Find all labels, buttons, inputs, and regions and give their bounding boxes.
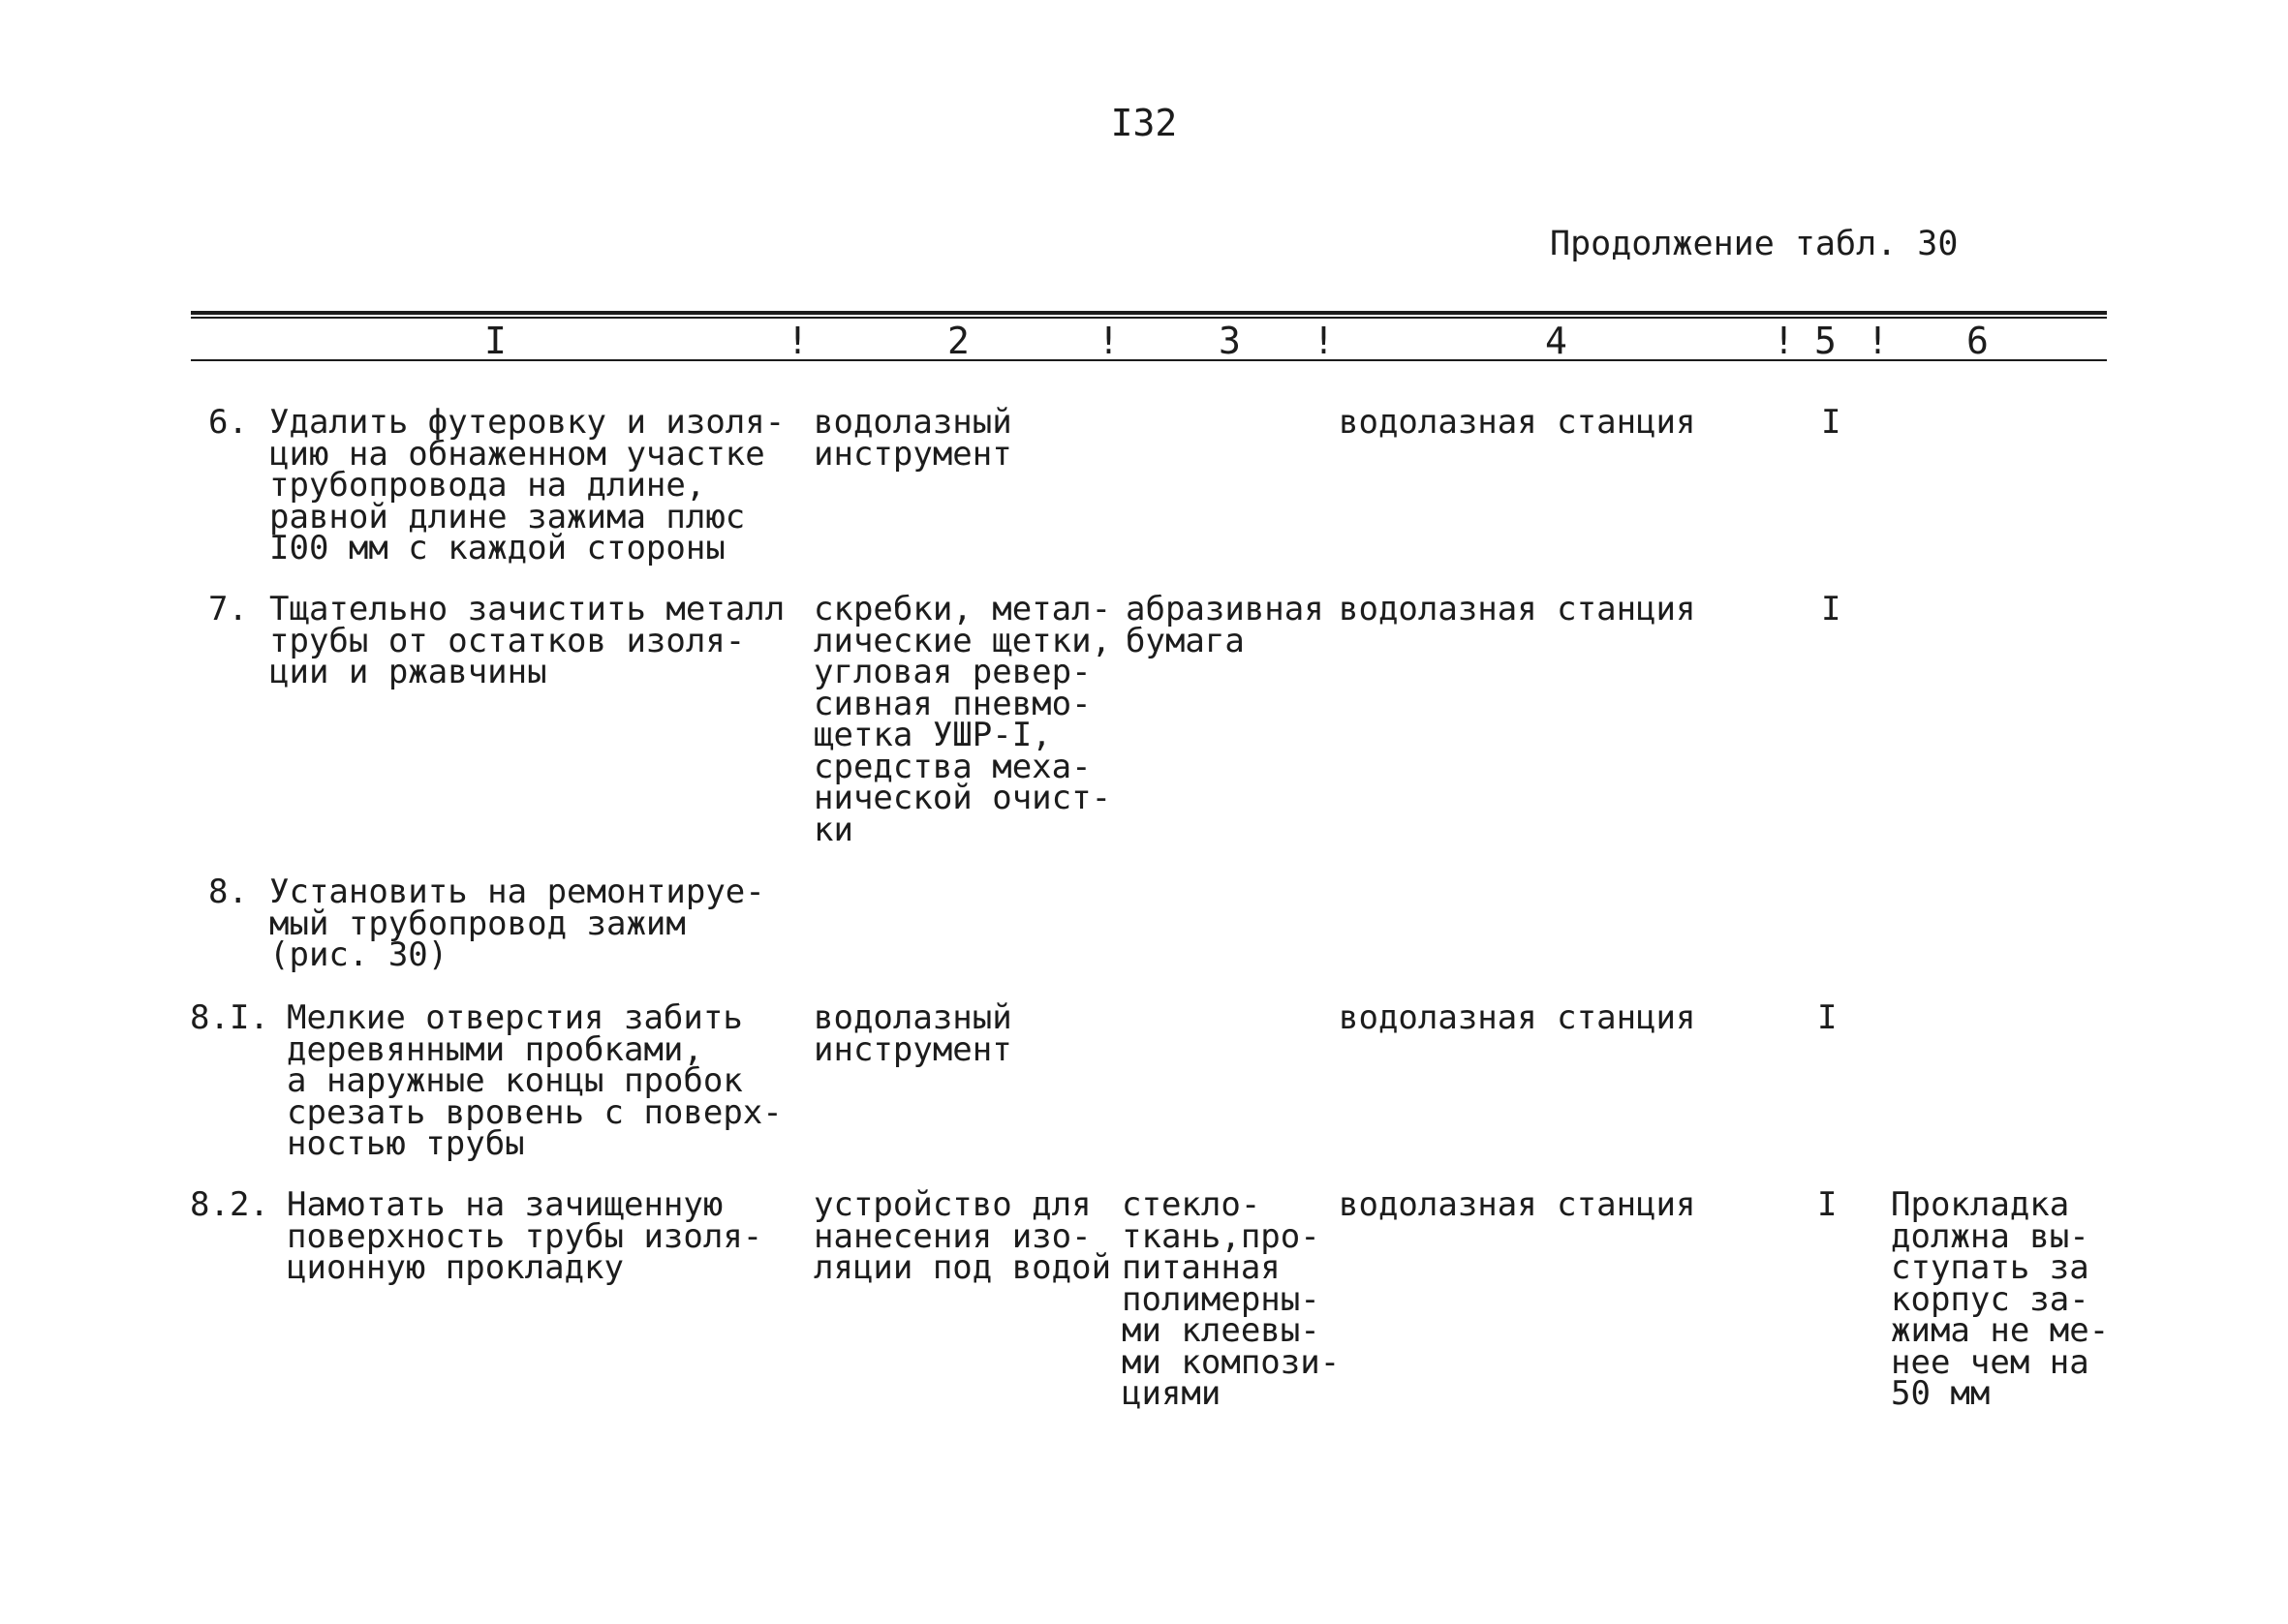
tool-cell: скребки, метал- лические щетки, угловая ревер- сивная пневмо- щетка УШР-I, средства меха- нической очист- ки <box>814 590 1112 849</box>
column-separator: ! <box>787 320 809 362</box>
row-number: 8. <box>208 873 248 911</box>
table-top-rule-inner <box>191 317 2107 319</box>
equipment-cell: водолазная станция <box>1339 590 1696 628</box>
column-separator: ! <box>1313 320 1335 362</box>
row-number: 8.I. <box>190 998 269 1037</box>
table-top-rule <box>191 311 2107 315</box>
column-header-3: 3 <box>1219 320 1241 362</box>
operation-cell: Тщательно зачистить металл трубы от остатков изоля- ции и ржавчины <box>269 590 786 691</box>
equipment-cell: водолазная станция <box>1339 998 1696 1037</box>
operation-cell: Установить на ремонтируе- мый трубопровод зажим (рис. 30) <box>269 873 765 974</box>
tool-cell: водолазный инструмент <box>814 403 1012 474</box>
count-cell: I <box>1821 590 1841 628</box>
operation-cell: Удалить футеровку и изоля- цию на обнаженном участке трубопровода на длине, равной длине зажима плюс I00 мм с каждой стороны <box>269 403 786 567</box>
table-caption: Продолжение табл. 30 <box>1550 225 1959 263</box>
material-cell: стекло- ткань,про- питанная полимерны- ми клеевы- ми компози- циями <box>1122 1185 1341 1413</box>
equipment-cell: водолазная станция <box>1339 1185 1696 1224</box>
tool-cell: устройство для нанесения изо- ляции под водой <box>814 1185 1112 1287</box>
row-number: 7. <box>208 590 248 628</box>
equipment-cell: водолазная станция <box>1339 403 1696 442</box>
column-header-2: 2 <box>947 320 970 362</box>
column-header-4: 4 <box>1545 320 1567 362</box>
column-separator: ! <box>1867 320 1889 362</box>
count-cell: I <box>1817 1185 1838 1224</box>
column-header-5: 5 <box>1814 320 1837 362</box>
column-separator: ! <box>1773 320 1795 362</box>
operation-cell: Мелкие отверстия забить деревянными пробками, а наружные концы пробок срезать вровень с поверх- ностью трубы <box>287 998 783 1163</box>
count-cell: I <box>1817 998 1838 1037</box>
operation-cell: Намотать на зачищенную поверхность трубы изоля- ционную прокладку <box>287 1185 763 1287</box>
note-cell: Прокладка должна вы- ступать за корпус за- жима не ме- нее чем на 50 мм <box>1891 1185 2110 1413</box>
column-header-1: I <box>484 320 507 362</box>
tool-cell: водолазный инструмент <box>814 998 1012 1069</box>
material-cell: абразивная бумага <box>1126 590 1324 660</box>
row-number: 6. <box>208 403 248 442</box>
column-separator: ! <box>1098 320 1120 362</box>
page-number: I32 <box>1110 102 1178 144</box>
row-number: 8.2. <box>190 1185 269 1224</box>
column-header-6: 6 <box>1966 320 1989 362</box>
count-cell: I <box>1821 403 1841 442</box>
